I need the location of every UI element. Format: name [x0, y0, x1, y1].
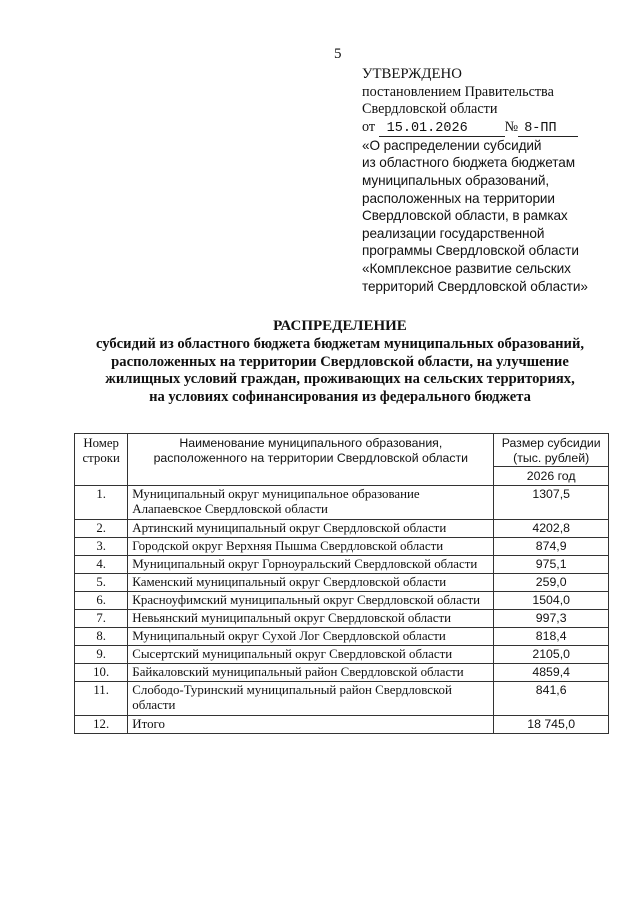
row-number: 9.: [75, 646, 128, 664]
row-number: 12.: [75, 716, 128, 734]
approval-date: 15.01.2026: [379, 122, 505, 137]
table-row: [75, 628, 609, 646]
row-amount: 997,3: [494, 610, 609, 628]
row-amount: 1504,0: [494, 592, 609, 610]
table-row: [75, 520, 609, 538]
table-row: [75, 486, 609, 520]
from-label: от: [362, 118, 376, 135]
row-amount: 18 745,0: [494, 716, 609, 734]
row-number: 8.: [75, 628, 128, 646]
document-heading: [60, 318, 620, 407]
table-row: [75, 538, 609, 556]
distribution-table: [74, 433, 609, 734]
heading-line: на условиях софинансирования из федерального бюджета: [149, 389, 531, 406]
subject-line: Свердловской области, в рамках: [362, 208, 568, 224]
row-amount: 259,0: [494, 574, 609, 592]
table-row: [75, 646, 609, 664]
table-row: [75, 556, 609, 574]
row-number: 5.: [75, 574, 128, 592]
approval-title: УТВЕРЖДЕНО: [362, 66, 462, 82]
row-name: Каменский муниципальный округ Свердловской области: [128, 574, 494, 592]
table-row: [75, 664, 609, 682]
row-name: Муниципальный округ Горноуральский Свердловской области: [128, 556, 494, 574]
approval-subject: [362, 137, 622, 295]
approval-number: 8-ПП: [518, 122, 578, 137]
subject-line: реализации государственной: [362, 225, 545, 241]
row-amount: 975,1: [494, 556, 609, 574]
heading-title: РАСПРЕДЕЛЕНИЕ: [273, 318, 407, 334]
table-row: [75, 682, 609, 716]
row-number: 4.: [75, 556, 128, 574]
row-name: Итого: [128, 716, 494, 734]
subject-line: «Комплексное развитие сельских: [362, 260, 571, 276]
page-number: 5: [334, 46, 342, 62]
header-number: Номер строки: [75, 434, 128, 486]
row-amount: 841,6: [494, 682, 609, 716]
row-number: 1.: [75, 486, 128, 520]
row-number: 6.: [75, 592, 128, 610]
table-row-total: [75, 716, 609, 734]
subject-line: «О распределении субсидий: [362, 137, 542, 153]
row-number: 11.: [75, 682, 128, 716]
subject-line: программы Свердловской области: [362, 243, 579, 259]
row-name: Муниципальный округ Сухой Лог Свердловской области: [128, 628, 494, 646]
row-name: Красноуфимский муниципальный округ Свердловской области: [128, 592, 494, 610]
row-amount: 4202,8: [494, 520, 609, 538]
table-row: [75, 610, 609, 628]
table-row: [75, 592, 609, 610]
heading-line: расположенных на территории Свердловской области, на улучшение: [111, 353, 569, 370]
row-name: Байкаловский муниципальный район Свердловской области: [128, 664, 494, 682]
header-year: 2026 год: [494, 467, 609, 486]
row-amount: 874,9: [494, 538, 609, 556]
approval-line-1: постановлением Правительства: [362, 83, 554, 100]
approval-line-2: Свердловской области: [362, 101, 498, 118]
approval-stamp: [362, 66, 622, 295]
number-label: №: [504, 118, 519, 135]
row-name: Муниципальный округ муниципальное образование Алапаевское Свердловской области: [128, 486, 494, 520]
row-number: 2.: [75, 520, 128, 538]
subject-line: муниципальных образований,: [362, 172, 550, 188]
subject-line: территорий Свердловской области»: [362, 278, 588, 294]
row-amount: 2105,0: [494, 646, 609, 664]
row-amount: 4859,4: [494, 664, 609, 682]
header-name: Наименование муниципального образования, расположенного на территории Свердловской области: [128, 434, 494, 486]
table-header-row: [75, 434, 609, 467]
table-row: [75, 574, 609, 592]
heading-line: субсидий из областного бюджета бюджетам муниципальных образований,: [96, 335, 584, 352]
row-number: 7.: [75, 610, 128, 628]
heading-line: жилищных условий граждан, проживающих на сельских территориях,: [105, 371, 575, 388]
row-number: 10.: [75, 664, 128, 682]
approval-date-number: [362, 119, 622, 137]
header-amount: Размер субсидии (тыс. рублей): [494, 434, 609, 467]
row-name: Сысертский муниципальный округ Свердловской области: [128, 646, 494, 664]
row-name: Городской округ Верхняя Пышма Свердловской области: [128, 538, 494, 556]
row-amount: 818,4: [494, 628, 609, 646]
row-name: Артинский муниципальный округ Свердловской области: [128, 520, 494, 538]
subject-line: расположенных на территории: [362, 190, 555, 206]
row-number: 3.: [75, 538, 128, 556]
row-amount: 1307,5: [494, 486, 609, 520]
subject-line: из областного бюджета бюджетам: [362, 155, 575, 171]
row-name: Слободо-Туринский муниципальный район Свердловской области: [128, 682, 494, 716]
row-name: Невьянский муниципальный округ Свердловской области: [128, 610, 494, 628]
